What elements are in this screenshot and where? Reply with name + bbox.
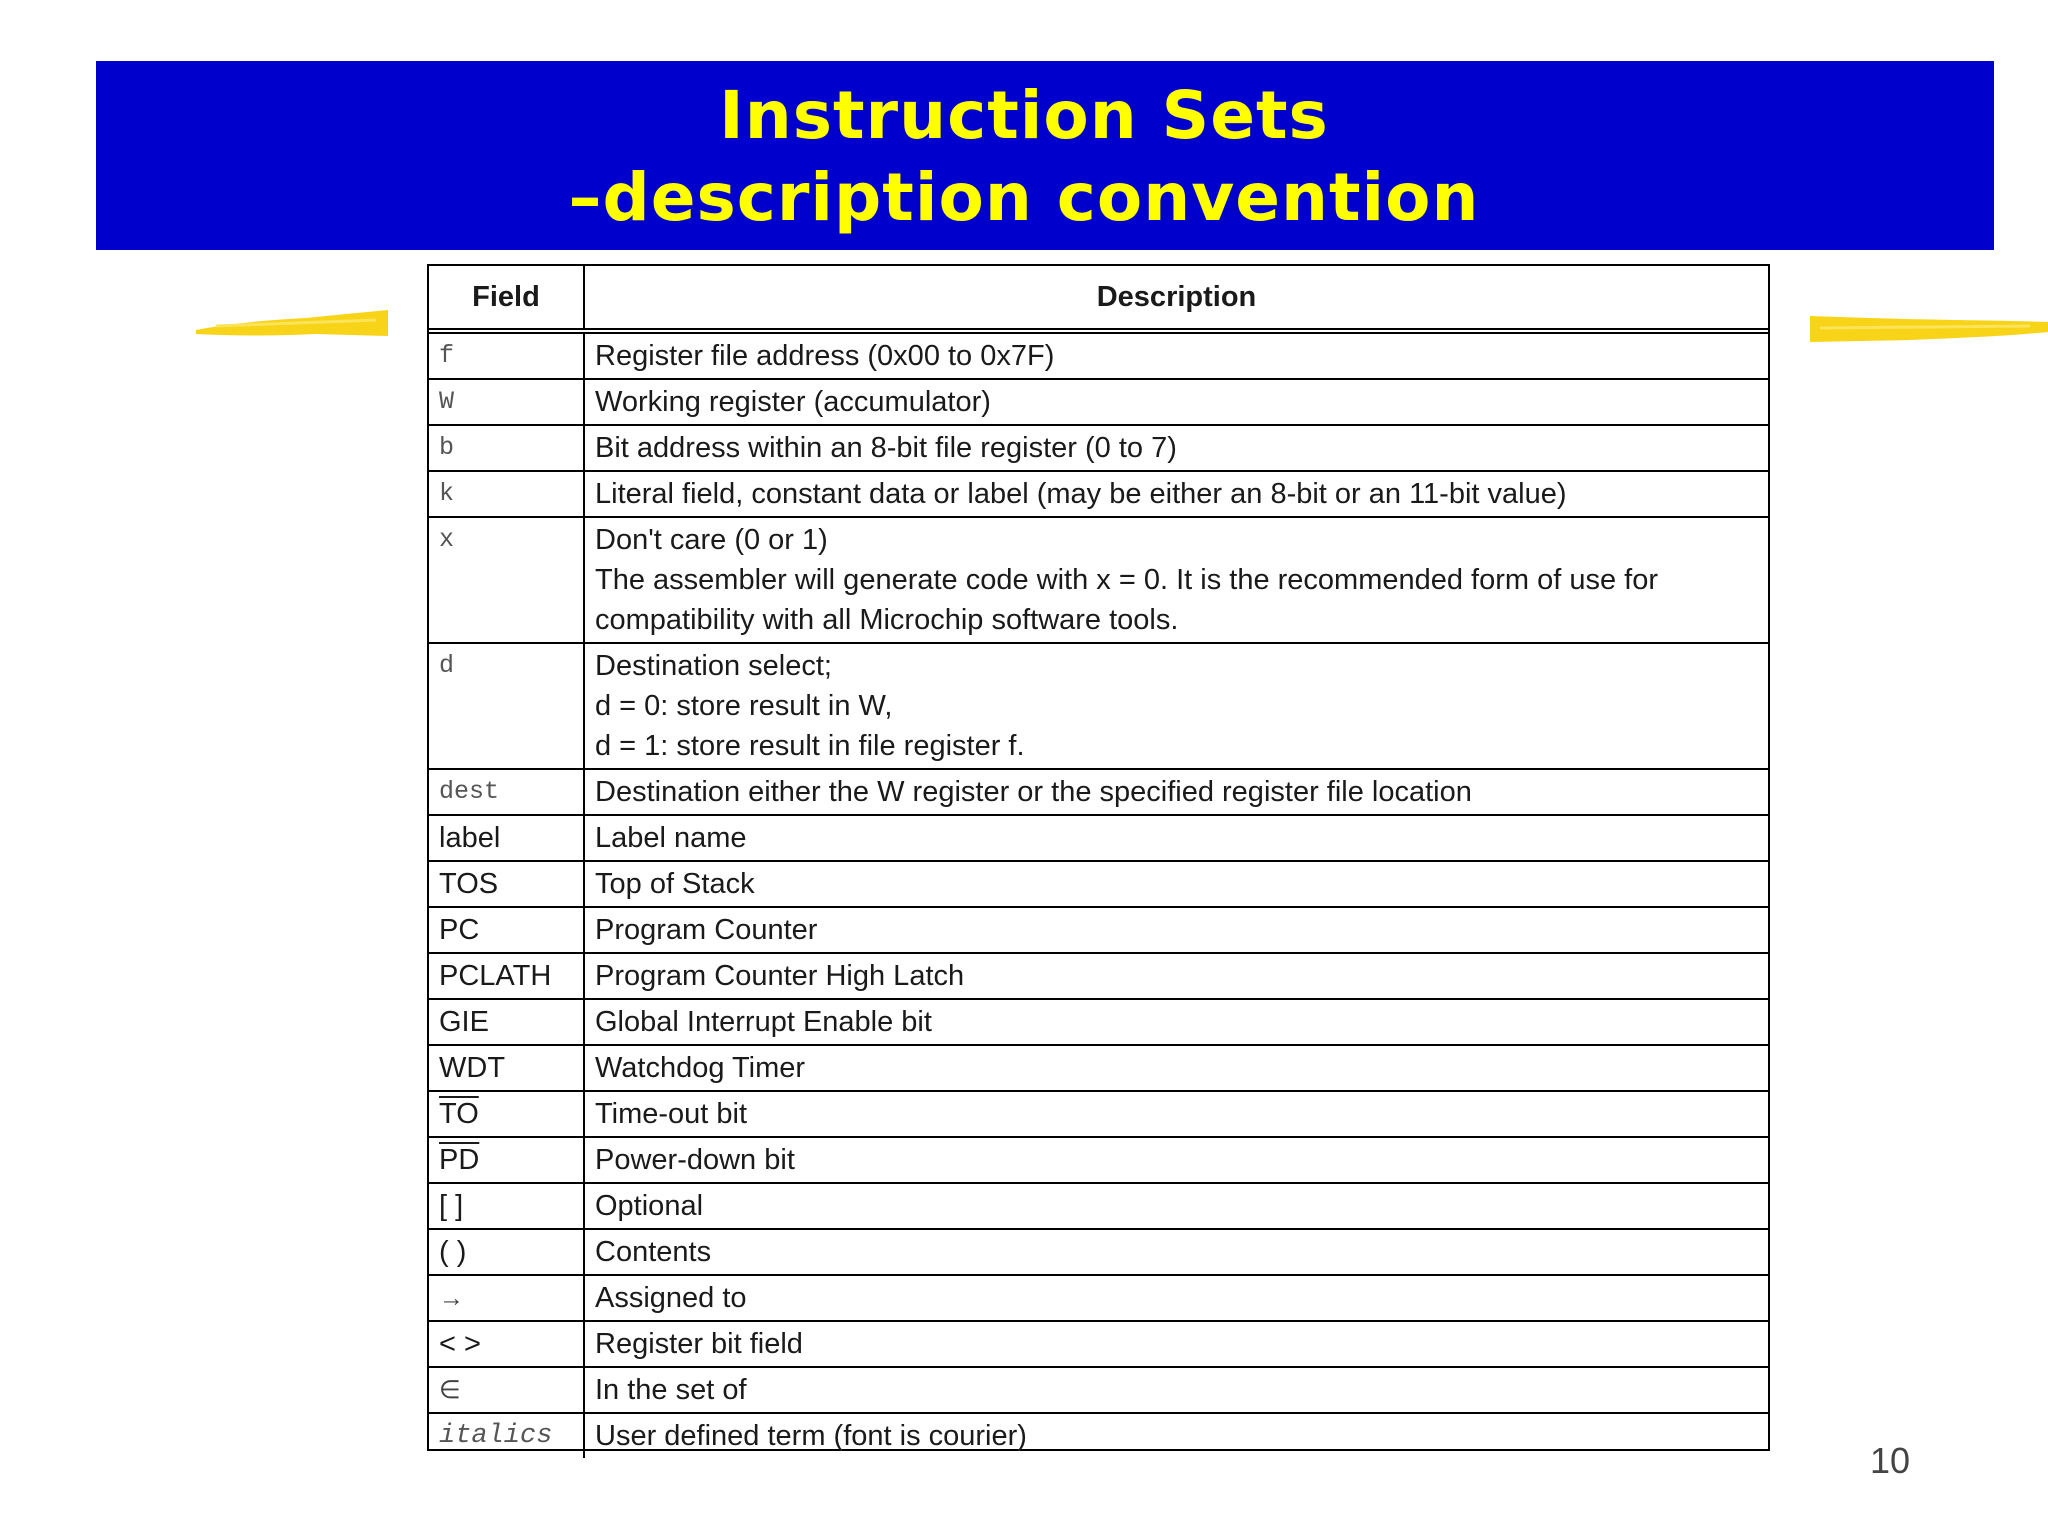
slide-title-line-2: –description convention [568, 159, 1480, 236]
table-row [429, 1321, 1768, 1367]
field-cell [429, 1091, 584, 1137]
description-line: d = 0: store result in W, [595, 690, 893, 722]
table-row [429, 425, 1768, 471]
description-cell: Label name [584, 815, 1768, 861]
table-row [429, 815, 1768, 861]
table-row [429, 1275, 1768, 1321]
field-cell: b [429, 425, 584, 471]
table-header-row [429, 266, 1768, 331]
description-cell: Assigned to [584, 1275, 1768, 1321]
description-cell: Global Interrupt Enable bit [584, 999, 1768, 1045]
field-cell: ∈ [429, 1367, 584, 1413]
field-cell: TOS [429, 861, 584, 907]
field-cell: k [429, 471, 584, 517]
field-cell: GIE [429, 999, 584, 1045]
brush-stroke-right-decoration [1810, 314, 2048, 344]
description-cell: Program Counter [584, 907, 1768, 953]
slide-title-line-1: Instruction Sets [719, 77, 1329, 154]
field-cell: label [429, 815, 584, 861]
field-cell: PCLATH [429, 953, 584, 999]
description-line: d = 1: store result in file register f. [595, 730, 1025, 762]
description-cell [584, 643, 1768, 769]
field-cell: → [429, 1275, 584, 1321]
field-cell: W [429, 379, 584, 425]
description-cell: Working register (accumulator) [584, 379, 1768, 425]
description-cell: Destination either the W register or the specified register file location [584, 769, 1768, 815]
brush-stroke-left-decoration [196, 306, 388, 336]
description-cell [584, 517, 1768, 643]
description-cell: Top of Stack [584, 861, 1768, 907]
description-cell: Register bit field [584, 1321, 1768, 1367]
description-cell: Optional [584, 1183, 1768, 1229]
table-row [429, 643, 1768, 769]
header-field: Field [429, 266, 584, 331]
description-cell: Literal field, constant data or label (may be either an 8-bit or an 11-bit value) [584, 471, 1768, 517]
table-row [429, 907, 1768, 953]
field-cell: italics [429, 1413, 584, 1458]
field-cell: [ ] [429, 1183, 584, 1229]
page-number: 10 [1870, 1440, 1911, 1481]
table-row [429, 1091, 1768, 1137]
description-cell: User defined term (font is courier) [584, 1413, 1768, 1458]
convention-table-grid [429, 266, 1768, 1458]
description-cell: In the set of [584, 1367, 1768, 1413]
description-cell: Watchdog Timer [584, 1045, 1768, 1091]
header-description: Description [584, 266, 1768, 331]
field-cell: dest [429, 769, 584, 815]
table-row [429, 517, 1768, 643]
description-line: Destination select; [595, 650, 832, 682]
table-row [429, 379, 1768, 425]
description-cell: Time-out bit [584, 1091, 1768, 1137]
field-cell: ( ) [429, 1229, 584, 1275]
description-cell: Contents [584, 1229, 1768, 1275]
description-cell: Program Counter High Latch [584, 953, 1768, 999]
table-row [429, 331, 1768, 379]
description-cell: Register file address (0x00 to 0x7F) [595, 340, 1055, 372]
table-row [429, 999, 1768, 1045]
overlined-field: $\overline{TO}$ [439, 1098, 479, 1130]
table-row [429, 1367, 1768, 1413]
field-cell: x [429, 517, 584, 643]
field-cell: PC [429, 907, 584, 953]
description-cell: Power-down bit [584, 1137, 1768, 1183]
description-line: compatibility with all Microchip software tools. [595, 604, 1179, 636]
table-row [429, 953, 1768, 999]
table-row [429, 1137, 1768, 1183]
field-cell: WDT [429, 1045, 584, 1091]
field-cell: f [429, 331, 584, 379]
field-cell: d [429, 643, 584, 769]
description-line: The assembler will generate code with x = 0. It is the recommended form of use for [595, 564, 1659, 596]
field-cell [429, 1137, 584, 1183]
convention-table [427, 264, 1770, 1451]
table-row [429, 1183, 1768, 1229]
table-row [429, 1413, 1768, 1458]
table-row [429, 1045, 1768, 1091]
table-row [429, 769, 1768, 815]
field-cell: < > [429, 1321, 584, 1367]
overlined-field: $\overline{PD}$ [439, 1144, 480, 1176]
table-row [429, 861, 1768, 907]
table-row [429, 1229, 1768, 1275]
table-row [429, 471, 1768, 517]
description-line: Don't care (0 or 1) [595, 524, 828, 556]
description-cell: Bit address within an 8-bit file register (0 to 7) [584, 425, 1768, 471]
